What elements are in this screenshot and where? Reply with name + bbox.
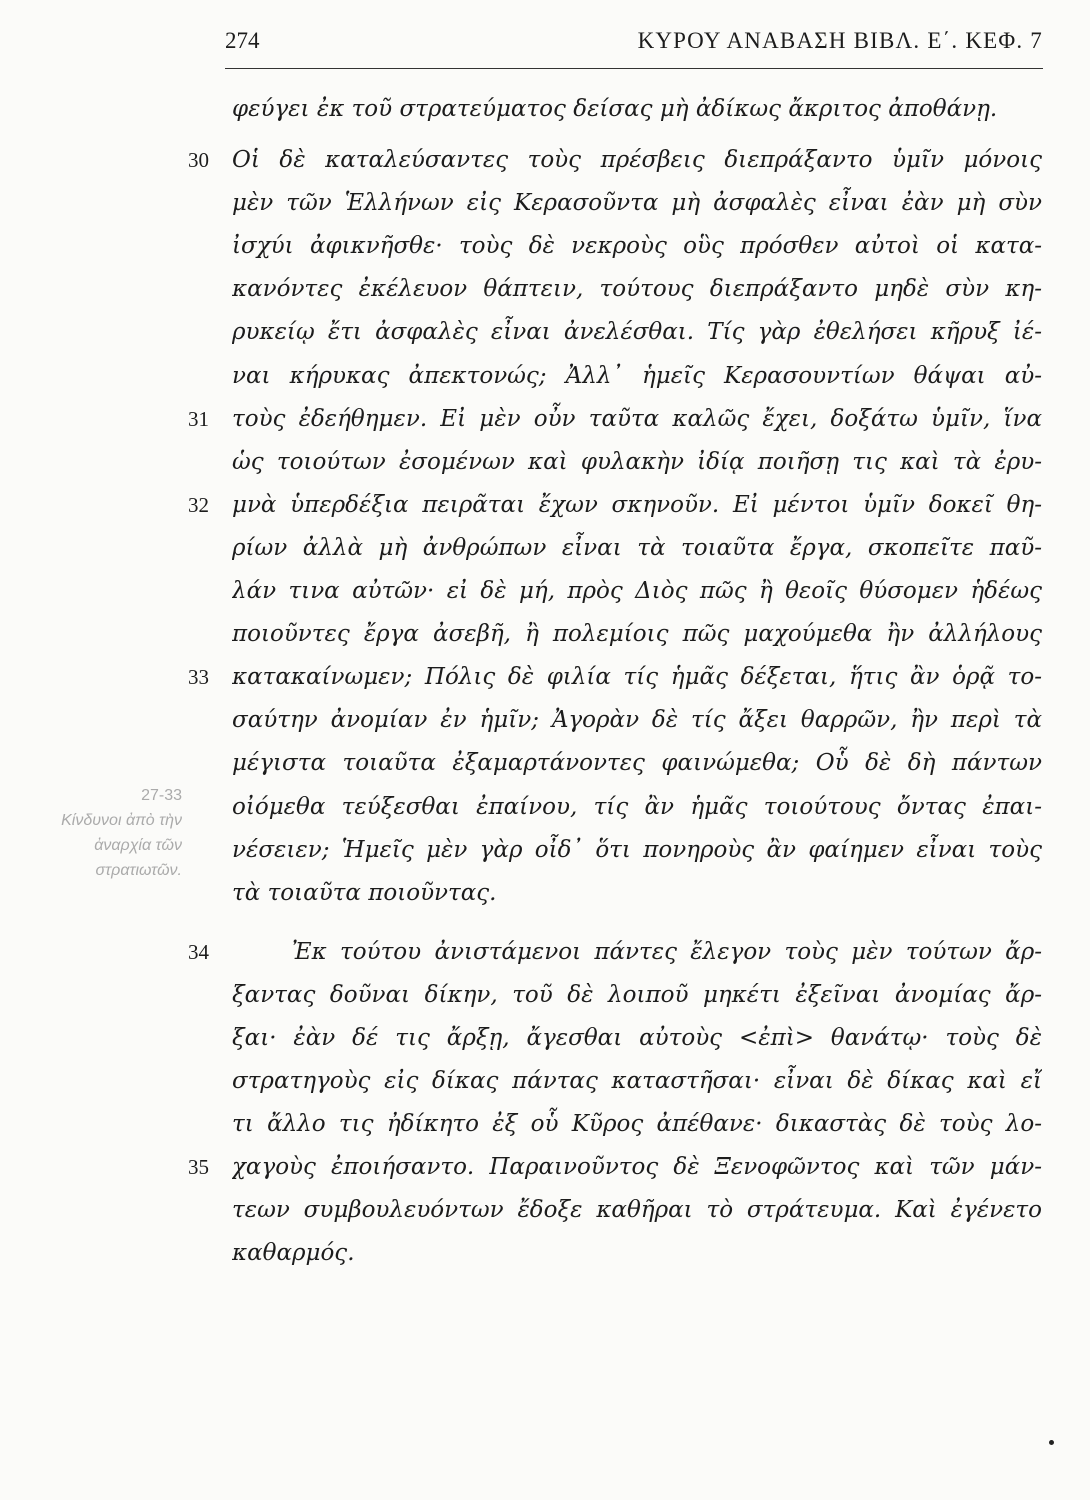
line-text: καθαρμός.	[232, 1240, 355, 1267]
text-line	[232, 225, 1042, 268]
line-text: σαύτην ἀνομίαν ἐν ἡμῖν; Ἀγορὰν δὲ τίς ἄξει θαρρῶν, ἢν περὶ τὰ	[232, 707, 1042, 734]
running-head: ΚΥΡΟΥ ΑΝΑΒΑΣΗ ΒΙΒΛ. Ε΄. ΚΕΦ. 7	[637, 28, 1043, 53]
line-text: ὡς τοιούτων ἐσομένων καὶ φυλακὴν ἰδίᾳ ποιῆσῃ τις καὶ τὰ ἐρυ-	[232, 448, 1042, 475]
line-text: ξαι· ἐὰν δέ τις ἄρξῃ, ἄγεσθαι αὐτοὺς <ἐπὶ> θανάτῳ· τοὺς δὲ	[232, 1024, 1042, 1051]
line-text: τὰ τοιαῦτα ποιοῦντας.	[232, 879, 497, 906]
line-text: μὲν τῶν Ἑλλήνων εἰς Κερασοῦντα μὴ ἀσφαλὲς εἶναι ἐὰν μὴ σὺν	[232, 190, 1042, 217]
line-text: νέσειεν; Ἡμεῖς μὲν γὰρ οἶδ᾽ ὅτι πονηροὺς ἂν φαίημεν εἶναι τοὺς	[232, 836, 1042, 863]
text-line	[188, 1146, 1042, 1189]
line-text: Οἱ δὲ καταλεύσαντες τοὺς πρέσβεις διεπράξαντο ὑμῖν μόνοις	[232, 147, 1042, 174]
line-text: τοὺς ἐδεήθημεν. Εἰ μὲν οὖν ταῦτα καλῶς ἔχει, δοξάτω ὑμῖν, ἵνα	[232, 405, 1042, 432]
text-line	[188, 139, 1042, 182]
section-number: 34	[188, 939, 209, 964]
line-text: τεων συμβουλευόντων ἔδοξε καθῆραι τὸ στράτευμα. Καὶ ἐγένετο	[232, 1197, 1042, 1224]
margin-note	[52, 783, 182, 883]
text-line	[188, 931, 1042, 974]
line-text: ρίων ἀλλὰ μὴ ἀνθρώπων εἶναι τὰ τοιαῦτα ἔργα, σκοπεῖτε παῦ-	[232, 534, 1042, 561]
text-line	[232, 786, 1042, 829]
greek-text-block	[188, 88, 1042, 1276]
text-line	[232, 1060, 1042, 1103]
text-line	[232, 1103, 1042, 1146]
text-line	[232, 872, 1042, 915]
section-number: 31	[188, 406, 209, 431]
line-text: ποιοῦντες ἔργα ἀσεβῆ, ἢ πολεμίοις πῶς μαχούμεθα ἢν ἀλλήλους	[232, 621, 1042, 648]
text-line	[232, 1017, 1042, 1060]
line-text: φεύγει ἐκ τοῦ στρατεύματος δείσας μὴ ἀδίκως ἄκριτος ἀποθάνῃ.	[232, 96, 998, 122]
text-line	[232, 613, 1042, 656]
text-line	[188, 398, 1042, 441]
line-text: ἰσχύι ἀφικνῆσθε· τοὺς δὲ νεκροὺς οὓς πρόσθεν αὐτοὶ οἱ κατα-	[232, 233, 1042, 260]
section-number: 35	[188, 1155, 209, 1180]
line-text: ξαντας δοῦναι δίκην, τοῦ δὲ λοιποῦ μηκέτι ἐξεῖναι ἀνομίας ἄρ-	[232, 981, 1042, 1008]
text-line	[232, 88, 1042, 131]
line-text: χαγοὺς ἐποιήσαντο. Παραινοῦντος δὲ Ξενοφῶντος καὶ τῶν μάν-	[232, 1154, 1042, 1181]
page-header	[225, 28, 1043, 69]
margin-note-range: 27-33	[141, 787, 182, 804]
page-number: 274	[225, 28, 260, 53]
text-line	[232, 311, 1042, 354]
text-line	[232, 742, 1042, 785]
text-line	[232, 355, 1042, 398]
section-number: 33	[188, 665, 209, 690]
line-text: Ἐκ τούτου ἀνιστάμενοι πάντες ἔλεγον τοὺς μὲν τούτων ἄρ-	[292, 938, 1042, 965]
line-text: ναι κήρυκας ἀπεκτονώς; Ἀλλ᾽ ἡμεῖς Κερασουντίων θάψαι αὐ-	[232, 362, 1042, 389]
line-text: τι ἄλλο τις ἠδίκητο ἐξ οὗ Κῦρος ἀπέθανε· δικαστὰς δὲ τοὺς λο-	[232, 1111, 1042, 1138]
text-line	[232, 829, 1042, 872]
text-line	[232, 974, 1042, 1017]
text-line	[232, 1189, 1042, 1232]
line-text: στρατηγοὺς εἰς δίκας πάντας καταστῆσαι· εἶναι δὲ δίκας καὶ εἴ	[232, 1068, 1042, 1095]
text-line	[232, 1232, 1042, 1275]
ink-speck	[1049, 1440, 1054, 1445]
text-line	[232, 699, 1042, 742]
text-line	[232, 268, 1042, 311]
text-line	[188, 656, 1042, 699]
text-line	[232, 527, 1042, 570]
section-number: 32	[188, 492, 209, 517]
text-line	[232, 182, 1042, 225]
text-line	[188, 484, 1042, 527]
line-text: μνὰ ὑπερδέξια πειρᾶται ἔχων σκηνοῦν. Εἰ μέντοι ὑμῖν δοκεῖ θη-	[232, 491, 1042, 518]
line-text: ρυκείῳ ἔτι ἀσφαλὲς εἶναι ἀνελέσθαι. Τίς γὰρ ἐθελήσει κῆρυξ ἰέ-	[232, 319, 1042, 346]
text-line	[232, 441, 1042, 484]
line-text: κανόντες ἐκέλευον θάπτειν, τούτους διεπράξαντο μηδὲ σὺν κη-	[232, 276, 1042, 303]
text-line	[232, 570, 1042, 613]
line-text: μέγιστα τοιαῦτα ἐξαμαρτάνοντες φαινώμεθα; Οὗ δὲ δὴ πάντων	[232, 750, 1042, 777]
section-number: 30	[188, 148, 209, 173]
line-text: λάν τινα αὐτῶν· εἰ δὲ μή, πρὸς Διὸς πῶς ἢ θεοῖς θύσομεν ἡδέως	[232, 578, 1042, 605]
line-text: κατακαίνωμεν; Πόλις δὲ φιλία τίς ἡμᾶς δέξεται, ἥτις ἂν ὁρᾷ το-	[232, 664, 1042, 691]
line-text: οἰόμεθα τεύξεσθαι ἐπαίνου, τίς ἂν ἡμᾶς τοιούτους ὄντας ἐπαι-	[232, 793, 1042, 820]
margin-note-description: Κίνδυνοι ἀπὸ τὴν ἀναρχία τῶν στρατιωτῶν.	[61, 812, 182, 879]
